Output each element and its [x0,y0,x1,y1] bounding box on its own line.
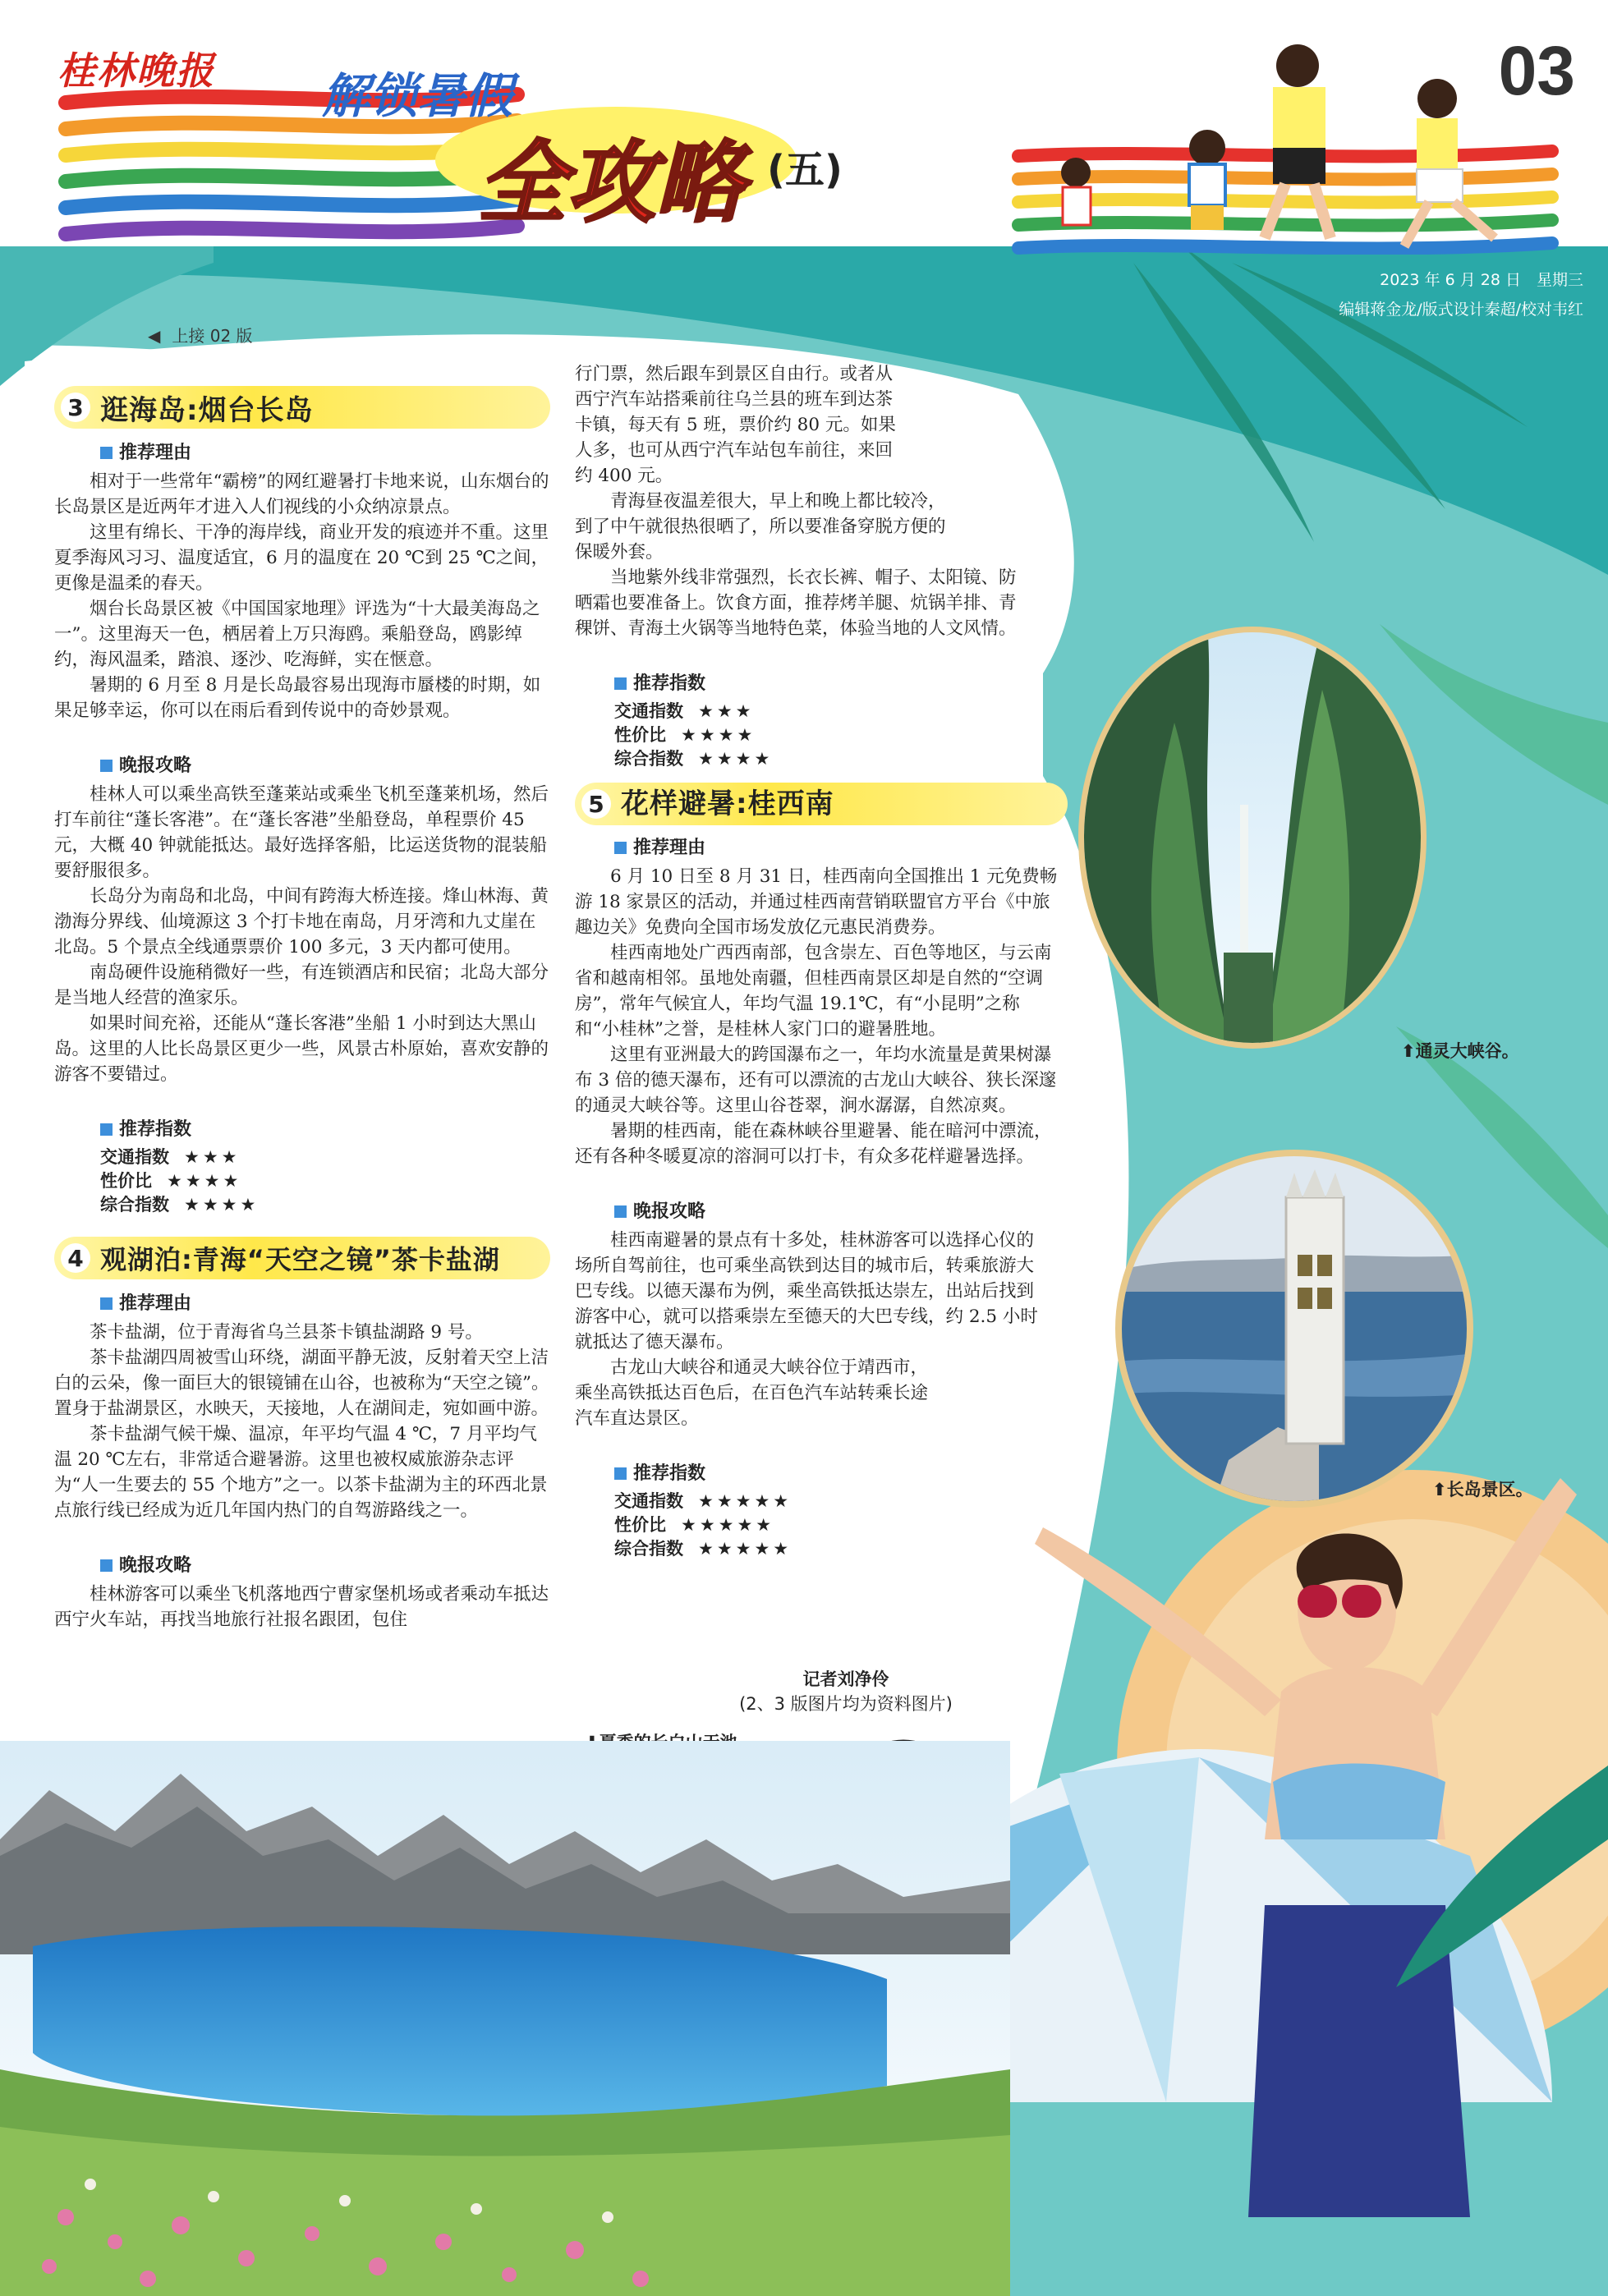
paragraph: 桂西南避暑的景点有十多处，桂林游客可以选择心仪的场所自驾前往，也可乘坐高铁到达目的城市后，转乘旅游大巴专线。以德天瀑布为例，乘坐高铁抵达崇左，出站后找到游客中心，就可以搭乘崇左至德天的大巴专线，约 2.5 小时就抵达了德天瀑布。 [575,1230,1038,1352]
paragraph: 烟台长岛景区被《中国国家地理》评选为“十大最美海岛之一”。这里海天一色，栖居着上万只海鸥。乘船登岛，鸥影绰约，海风温柔，踏浪、逐沙、吃海鲜，实在惬意。 [54,599,540,670]
editor-line: 编辑蒋金龙/版式设计秦超/校对韦红 [1339,301,1583,319]
section-number: 4 [61,1243,90,1273]
section-number: 3 [61,393,90,422]
date-line: 2023 年 6 月 28 日 星期三 [1380,271,1583,289]
title-line2: 全攻略 [478,132,745,235]
square-bullet-icon [100,1297,113,1310]
subheading: 推荐指数 [614,1461,1059,1486]
subheading: 晚报攻略 [614,1199,1059,1224]
paragraph: 茶卡盐湖四周被雪山环绕，湖面平静无波，反射着天空上洁白的云朵，像一面巨大的银镜铺在山谷，也被称为“天空之镜”。置身于盐湖景区，水映天，天接地，人在湖间走，宛如画中游。 [54,1348,549,1419]
subheading: 推荐指数 [100,1117,550,1142]
section-3-header [54,386,550,429]
square-bullet-icon [614,1205,627,1218]
section-5-body [575,835,1059,1561]
reporter: 记者刘净伶 [802,1669,889,1689]
island-photo [1114,1148,1475,1509]
runners-illustration [1002,33,1577,263]
rating-row: 交通指数 ★★★★★ [614,1491,793,1511]
photo-note: (2、3 版图片均为资料图片) [739,1694,953,1714]
paragraph: 如果时间充裕，还能从“蓬长客港”坐船 1 小时到达大黑山岛。这里的人比长岛景区更少一些，风景古朴原始，喜欢安静的游客不要错过。 [54,1013,549,1085]
paragraph: 这里有绵长、干净的海岸线，商业开发的痕迹并不重。这里夏季海风习习、温度适宜，6 月的温度在 20 ℃到 25 ℃之间，更像是温柔的春天。 [54,522,549,594]
square-bullet-icon [614,842,627,854]
page-number: 03 [1498,32,1575,109]
left-column [54,386,550,1632]
paragraph: 相对于一些常年“霸榜”的网红避暑打卡地来说，山东烟台的长岛景区是近两年才进入人们视线的小众纳凉景点。 [54,471,549,517]
paragraph: 暑期的桂西南，能在森林峡谷里避暑、能在暗河中漂流，还有各种冬暖夏凉的溶洞可以打卡，有众多花样避暑选择。 [575,1121,1052,1167]
paragraph: 当地紫外线非常强烈，长衣长裤、帽子、太阳镜、防晒霜也要准备上。饮食方面，推荐烤羊腿、炕锅羊排、青稞饼、青海土火锅等当地特色菜，体验当地的人文风情。 [575,567,1017,639]
paragraph: 桂林人可以乘坐高铁至蓬莱站或乘坐飞机至蓬莱机场，然后打车前往“蓬长客港”。在“蓬长客港”坐船登岛，单程票价 45 元，大概 40 钟就能抵达。最好选择客船，比运送货物的混装船要舒服很多。 [54,784,549,881]
middle-column [575,361,1058,1561]
section-4-body [54,1291,550,1632]
continued-text: 上接 02 版 [172,326,253,346]
section-title: 观湖泊:青海“天空之镜”茶卡盐湖 [100,1244,500,1275]
paragraph: 南岛硬件设施稍微好一些，有连锁酒店和民宿；北岛大部分是当地人经营的渔家乐。 [54,962,549,1008]
paragraph: 茶卡盐湖，位于青海省乌兰县茶卡镇盐湖路 9 号。 [90,1322,483,1343]
rating-row: 交通指数 ★★★ [614,701,755,721]
arrow-up-icon: ⬆ [1401,1041,1416,1061]
subheading: 推荐理由 [100,440,550,466]
rating-row: 综合指数 ★★★★ [614,749,774,769]
rating-row: 性价比 ★★★★ [100,1171,242,1191]
subheading: 推荐理由 [614,835,1059,861]
paragraph: 桂林游客可以乘坐飞机落地西宁曹家堡机场或者乘动车抵达西宁火车站，再找当地旅行社报名跟团，包住 [54,1584,549,1630]
title-part: (五) [767,147,843,193]
square-bullet-icon [614,677,627,690]
square-bullet-icon [100,447,113,459]
credits [706,1667,985,1716]
subheading: 晚报攻略 [100,753,550,778]
title-line1: 解锁暑假 [322,68,513,124]
paragraph: 桂西南地处广西西南部，包含崇左、百色等地区，与云南省和越南相邻。虽地处南疆，但桂西南景区却是自然的“空调房”，常年气候宜人，年均气温 19.1℃，有“小昆明”之称和“小桂林”之誉，是桂林人家门口的避暑胜地。 [575,943,1052,1040]
rating-row: 综合指数 ★★★★ [100,1195,260,1215]
island-caption: ⬆长岛景区。 [1432,1480,1533,1499]
rating-row: 交通指数 ★★★ [100,1147,241,1167]
section-number: 5 [581,789,611,819]
square-bullet-icon [614,1467,627,1480]
subheading: 晚报攻略 [100,1553,550,1578]
paragraph: 茶卡盐湖气候干燥、温凉，年平均气温 4 ℃，7 月平均气温 20 ℃左右，非常适合避暑游。这里也被权威旅游杂志评为“人一生要去的 55 个地方”之一。以茶卡盐湖为主的环西北景点旅行线已经成为近几年国内热门的自驾游路线之一。 [54,1424,548,1521]
section-title: 逛海岛:烟台长岛 [100,393,314,427]
rating-row: 性价比 ★★★★ [614,725,756,745]
paragraph: 青海昼夜温差很大，早上和晚上都比较冷，到了中午就很热很晒了，所以要准备穿脱方便的保暖外套。 [575,491,946,563]
section-3-body [54,440,550,1217]
paragraph: 6 月 10 日至 8 月 31 日，桂西南向全国推出 1 元免费畅游 18 家景区的活动，并通过桂西南营销联盟官方平台《中旅趣边关》免费向全国市场发放亿元惠民消费券。 [575,866,1058,938]
rating-row: 性价比 ★★★★★ [614,1515,775,1535]
tianchi-photo [0,1741,1010,2296]
masthead-logo: 桂林晚报 [57,48,215,93]
section-4-header [54,1237,550,1279]
square-bullet-icon [100,1123,113,1136]
paragraph: 古龙山大峡谷和通灵大峡谷位于靖西市，乘坐高铁抵达百色后，在百色汽车站转乘长途汽车直达景区。 [575,1357,929,1429]
section-5-header [575,783,1068,825]
subheading: 推荐指数 [614,671,1035,696]
subheading: 推荐理由 [100,1291,550,1316]
speaker-icon: ◀ [148,326,161,346]
canyon-photo [1076,624,1429,1051]
paragraph: 行门票，然后跟车到景区自由行。或者从西宁汽车站搭乘前往乌兰县的班车到达茶卡镇，每天有 5 班，票价约 80 元。如果人多，也可从西宁汽车站包车前往，来回约 400 元。 [575,364,896,486]
canyon-caption: ⬆通灵大峡谷。 [1401,1041,1519,1061]
continued-note [148,323,253,347]
paragraph: 暑期的 6 月至 8 月是长岛最容易出现海市蜃楼的时期，如果足够幸运，你可以在雨后看到传说中的奇妙景观。 [54,675,541,721]
square-bullet-icon [100,1559,113,1572]
rating-row: 综合指数 ★★★★★ [614,1539,793,1559]
paragraph: 长岛分为南岛和北岛，中间有跨海大桥连接。烽山林海、黄渤海分界线、仙境源这 3 个打卡地在南岛，月牙湾和九丈崖在北岛。5 个景点全线通票票价 100 多元，3 天内都可使用。 [54,886,549,957]
arrow-up-icon: ⬆ [1432,1480,1447,1499]
square-bullet-icon [100,760,113,772]
section-title: 花样避暑:桂西南 [621,787,834,820]
paragraph: 这里有亚洲最大的跨国瀑布之一，年均水流量是黄果树瀑布 3 倍的德天瀑布，还有可以漂流的古龙山大峡谷、狭长深邃的通灵大峡谷等。这里山谷苍翠，涧水潺潺，自然凉爽。 [575,1045,1057,1116]
